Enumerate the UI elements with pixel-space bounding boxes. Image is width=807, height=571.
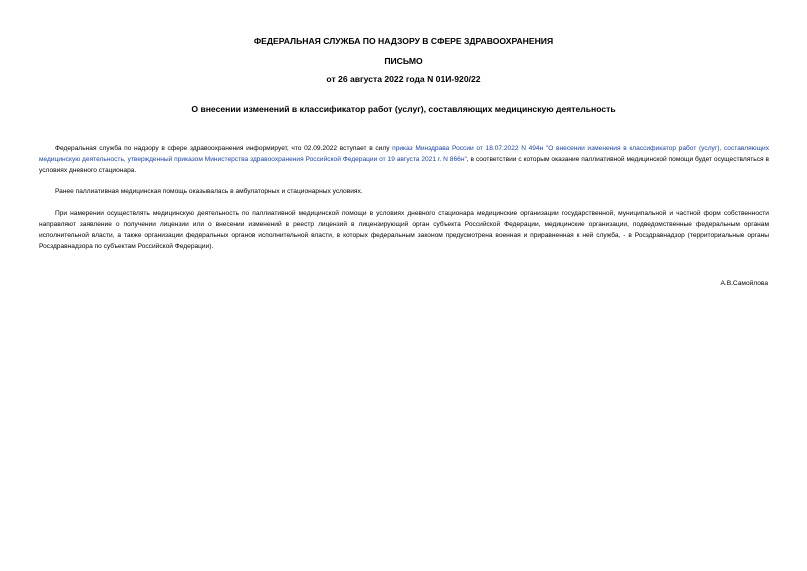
paragraph-3-text: При намерении осуществлять медицинскую деятельность по паллиативной медицинской помощи в условиях дневного стационара медицинские организации государственной, муниципальной и частной форм собственности направляют заявление о получении лицензии или о внесении изменений в реестр лицензий в лицензирующий орган субъекта Российской Федерации, медицинские организации, подведомственные федеральным органам исполнительной власти, а также организации федеральных органов исполнительной власти, в которых федеральным законом предусмотрена военная и приравненная к ней служба, - в Росздравнадзор (территориальные органы Росздравнадзора по субъектам Российской Федерации). (39, 210, 769, 250)
signature-name: А.В.Самойлова (720, 280, 768, 287)
order-link[interactable]: приказ Минздрава России от 18.07.2022 N 494н "О внесении изменения в классификатор работ (услуг), составляющих медицинскую деятельность, утвержденный приказом Министерства здравоохранения Российской Федерации от 19 августа 2021 г. N 866н" (39, 145, 769, 163)
agency-name: ФЕДЕРАЛЬНАЯ СЛУЖБА ПО НАДЗОРУ В СФЕРЕ ЗДРАВООХРАНЕНИЯ (253, 36, 554, 46)
paragraph-1-text-after: , в соответствии с которым оказание паллиативной медицинской помощи будет осуществляться в условиях дневного стационара. (39, 156, 769, 174)
paragraph-1-text-before: Федеральная служба по надзору в сфере здравоохранения информирует, что 02.09.2022 вступает в силу (55, 145, 393, 152)
document-date-number: от 26 августа 2022 года N 01И-920/22 (326, 74, 481, 84)
document-type: ПИСЬМО (384, 56, 423, 66)
paragraph-2-text: Ранее паллиативная медицинская помощь оказывалась в амбулаторных и стационарных условиях. (55, 188, 363, 195)
document-subject: О внесении изменений в классификатор работ (услуг), составляющих медицинскую деятельность (191, 104, 616, 114)
paragraph-3 (39, 208, 769, 252)
paragraph-2 (39, 186, 769, 197)
paragraph-1 (39, 143, 769, 176)
